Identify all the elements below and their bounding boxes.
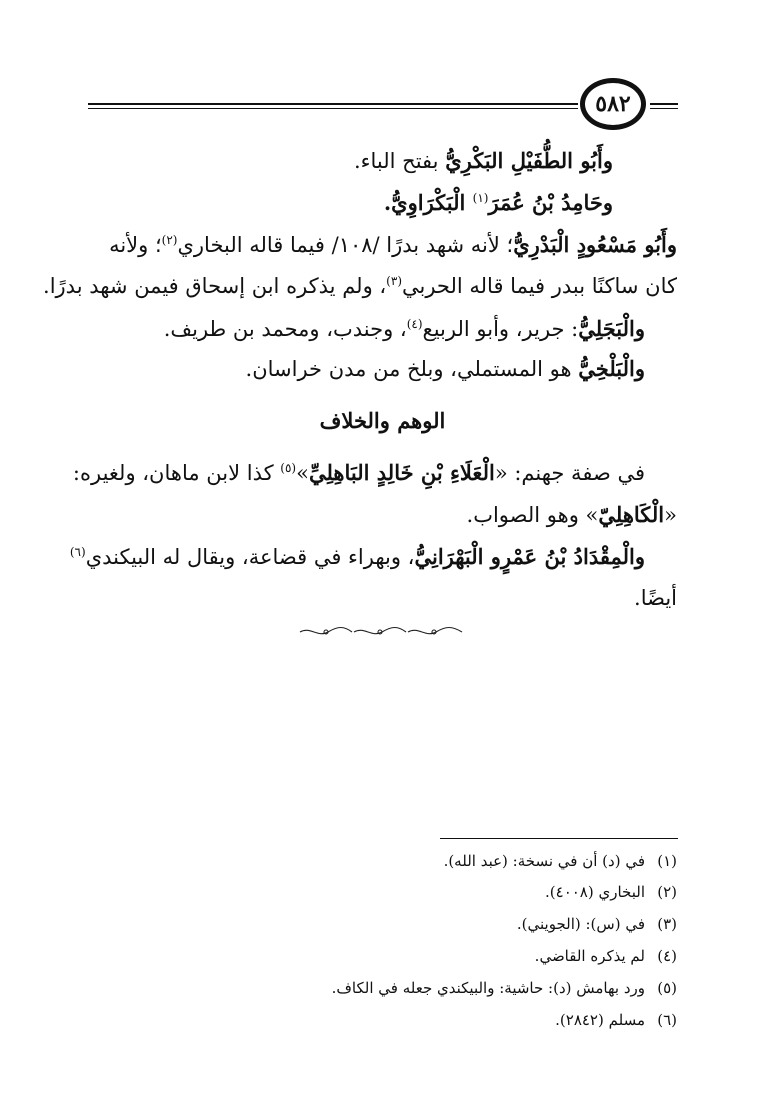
entry-text: كذا لابن ماهان، ولغيره: [72,461,281,485]
footnote-ref: (١) [472,191,489,205]
entry-line [634,586,677,611]
entry-term: وأَبُو الطُّفَيْلِ البَكْرِيُّ [445,148,613,173]
entry-text: « [664,503,677,527]
footnote-number: (٤) [657,947,677,965]
entry-line [467,502,677,528]
entry-text: في صفة جهنم: « [494,461,645,485]
header-rule-tail [650,103,678,105]
footnote-number: (٢) [657,883,677,901]
footnote-ref: (٤) [406,317,423,331]
header-rule-tail-thin [650,108,678,109]
entry-term: والْمِقْدَادُ بْنُ عَمْرٍو الْبَهْرَانِيُّ [414,544,645,569]
entry-text: ؛ ولأنه [109,233,162,257]
entry-line [164,316,645,342]
ornament-divider-icon [296,624,466,640]
entry-term: وحَامِدُ بْنُ عُمَرَ [488,190,613,215]
footnote-text: ورد بهامش (د): حاشية: والبيكندي جعله في الكاف. [331,979,645,997]
footnote-text: لم يذكره القاضي. [534,947,645,965]
entry-line [43,274,677,299]
entry-text: بفتح الباء. [353,149,446,173]
footnote-ref: (٥) [280,461,297,475]
footnote-text: في (س): (الجويني). [516,915,645,933]
footnote [444,852,677,870]
entry-text: كان ساكنًا ببدر فيما قاله الحربي [402,274,677,298]
entry-line [246,356,645,382]
footnote-ref: (٣) [386,274,402,288]
entry-text: ، وبهراء في قضاعة، ويقال له البيكندي [85,545,415,569]
footnote-ref: (٢) [161,233,178,247]
entry-text: ، ولم يذكره ابن إسحاق فيمن شهد بدرًا. [43,274,387,298]
entry-line [354,148,613,174]
footnote-number: (٦) [657,1011,677,1029]
entry-term: والْبَلْخِيُّ [578,356,645,381]
entry-term: وأَبُو مَسْعُودٍ الْبَدْرِيُّ [513,232,677,257]
entry-line [70,544,645,570]
footnote [545,883,677,901]
entry-term: الْعَلَاءِ بْنِ خَالِدٍ البَاهِلِيِّ [308,460,495,485]
entry-text: ؛ لأنه شهد بدرًا /١٠٨/ فيما قاله البخاري [177,233,514,257]
entry-text: » وهو الصواب. [466,503,599,527]
page-number: ٥٨٢ [580,78,646,130]
footnote-text: في (د) أن في نسخة: (عبد الله). [443,852,645,870]
entry-text: هو المستملي، وبلخ من مدن خراسان. [245,357,579,381]
entry-text: ، وجندب، ومحمد بن طريف. [163,317,407,341]
entry-text: : جرير، وأبو الربيع [422,317,579,341]
footnote [517,915,677,933]
footnote-text: البخاري (٤٠٠٨). [545,883,645,901]
header-rule [88,103,578,105]
footnote-rule [440,838,678,839]
entry-term: الْبَكْرَاوِيُّ. [383,190,473,215]
footnote [332,979,677,997]
footnote [535,947,677,965]
entry-line [384,190,613,216]
header-rule-thin [88,108,578,109]
entry-term: والْبَجَلِيُّ [578,316,645,341]
entry-text: » [296,461,309,485]
entry-term: الْكَاهِلِيّ [598,502,665,527]
footnote-text: مسلم (٢٨٤٢). [555,1011,645,1029]
footnote-number: (٥) [657,979,677,997]
footnote-number: (١) [657,852,677,870]
footnote-number: (٣) [657,915,677,933]
section-heading: الوهم والخلاف [319,408,446,433]
entry-text: أيضًا. [634,586,677,610]
entry-line [73,460,645,486]
footnote-ref: (٦) [69,545,86,559]
footnote [555,1011,677,1029]
entry-line [109,232,677,258]
